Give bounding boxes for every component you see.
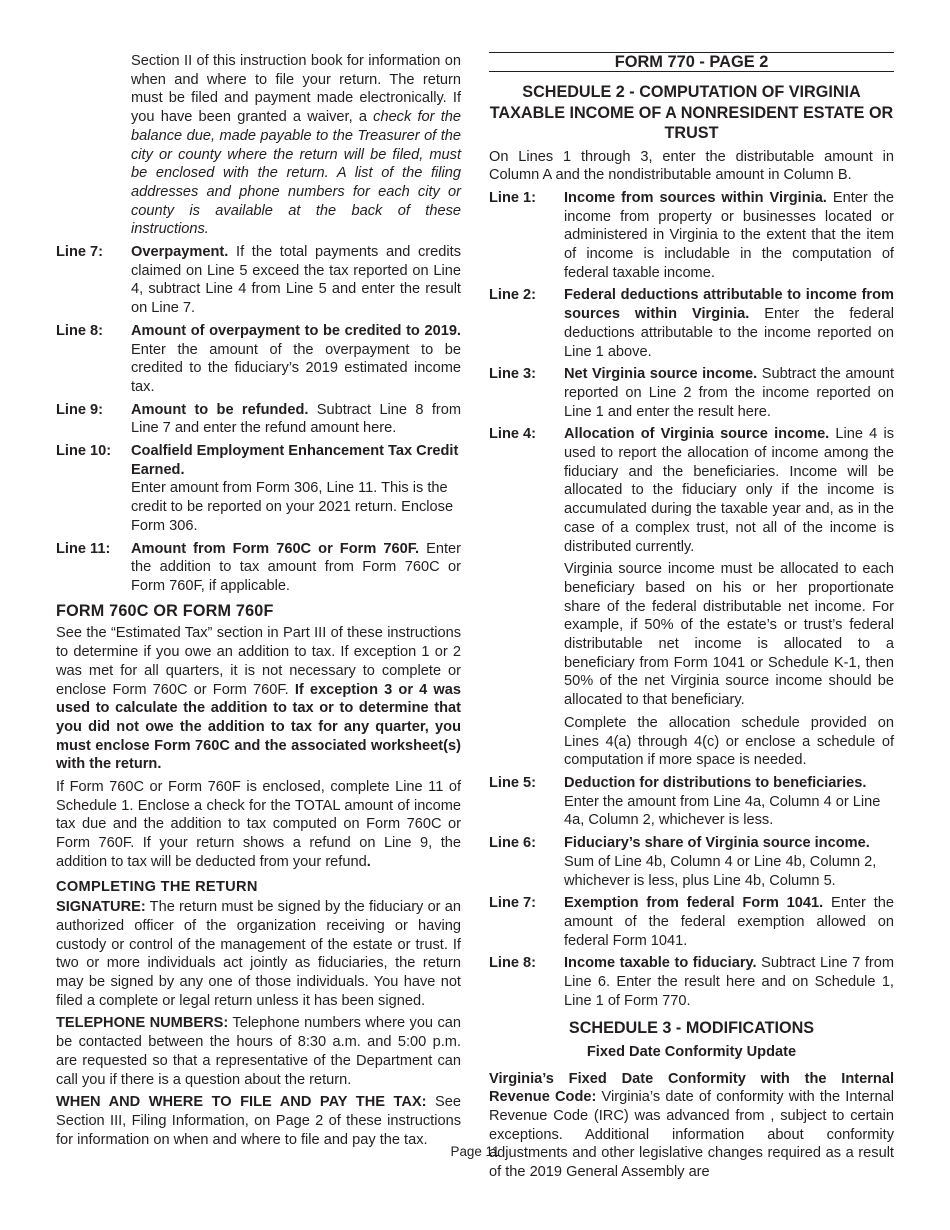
schedule-2-line-1: Line 1: Income from sources within Virginia. Enter the income from property or businesses located or administered in Virginia to the extent that the item of income is includable in the computation of federal taxable income. <box>489 189 894 281</box>
intro-paragraph: Section II of this instruction book for information on when and where to file your return. The return must be filed and payment made electronically. If you have been granted a waiver, a check for the balance due, made payable to the Treasurer of the city or county where the return will be filed, must be enclosed with the return. A list of the filing addresses and phone numbers for each city or county is available at the back of these instructions. <box>131 53 461 238</box>
line-10-item: Line 10: Coalfield Employment Enhancement Tax Credit Earned. Enter amount from Form 306, Line 11. This is the credit to be reported on your 2021 return. Enclose Form 306. <box>56 443 459 534</box>
schedule-2-line-4: Line 4: Allocation of Virginia source income. Line 4 is used to report the allocation of income among the fiduciary and the beneficiaries. Income will be allocated to the fiduciary only if the income is accumulated during the taxable year and, as in the case of a complex trust, not all of the income is distributed currently. Virginia source income must be allocated to each beneficiary based on his or her proportionate share of the federal distributable net income. For example, if 50% of the estate’s or trust’s federal distributable net income is allocated to a beneficiary from Form 1041 or Schedule K-1, then 50% of the net Virginia source income should be allocated to that beneficiary. Complete the allocation schedule provided on Lines 4(a) through 4(c) or enclose a schedule of computation if more space is needed. <box>489 426 894 769</box>
schedule-2-title: SCHEDULE 2 - COMPUTATION OF VIRGINIA TAXABLE INCOME OF A NONRESIDENT ESTATE OR TRUST <box>489 83 894 142</box>
schedule-3-title: SCHEDULE 3 - MODIFICATIONS <box>568 1019 815 1038</box>
signature-paragraph: SIGNATURE: The return must be signed by the fiduciary or an authorized officer of the organization receiving or having custody or control of the management of the estate or trust. If two or more individuals act jointly as fiduciaries, the return may be signed by any one of those individuals. You have not filed a complete or legal return unless it has been signed. <box>56 899 461 1009</box>
left-column <box>56 52 461 1153</box>
schedule-2-line-7: Line 7: Exemption from federal Form 1041. Enter the amount of the federal exemption allowed on federal Form 1041. <box>489 895 894 949</box>
line-label: Line 7: <box>489 895 537 912</box>
line-label: Line 6: <box>489 835 537 852</box>
telephone-paragraph: TELEPHONE NUMBERS: Telephone numbers where you can be contacted between the hours of 8:30 a.m. and 5:00 p.m. are requested so that a representative of the Department can call you if there is a question about the return. <box>56 1015 461 1088</box>
form-770-page-2-title: FORM 770 - PAGE 2 <box>489 52 894 72</box>
line-9-item: Line 9: Amount to be refunded. Subtract Line 8 from Line 7 and enter the refund amount here. <box>56 401 462 437</box>
line-label: Line 8: <box>489 955 537 972</box>
line-8-item: Line 8: Amount of overpayment to be credited to 2019. Enter the amount of the overpayment to be credited to the fiduciary’s 2019 estimated income tax. <box>56 322 461 395</box>
line-label: Line 4: <box>489 426 537 443</box>
conformity-paragraph: Virginia’s Fixed Date Conformity with the Internal Revenue Code: Virginia’s date of conformity with the Internal Revenue Code (IRC) was advanced from , subject to certain exceptions. Additional information about conformity adjustments and other legislative changes required as a result of the 2019 General Assembly are <box>489 1070 894 1181</box>
schedule-2-line-5: Line 5: Deduction for distributions to beneficiaries. Enter the amount from Line 4a, Column 4 or Line 4a, Column 2, whichever is less. <box>489 775 881 829</box>
line-4-paragraph-3: Complete the allocation schedule provided on Lines 4(a) through 4(c) or enclose a schedule of computation if more space is needed. <box>564 714 894 769</box>
right-column <box>489 52 894 1182</box>
when-where-paragraph: WHEN AND WHERE TO FILE AND PAY THE TAX: See Section III, Filing Information, on Page 2 of these instructions for information on when and where to file and pay the tax. <box>56 1094 461 1148</box>
form-760-heading: FORM 760C OR FORM 760F <box>56 601 274 620</box>
line-label: Line 2: <box>489 287 537 304</box>
form-760-paragraph-2: If Form 760C or Form 760F is enclosed, complete Line 11 of Schedule 1. Enclose a check for the TOTAL amount of income tax due and the addition to tax computed on Form 760C or Form 760F. If your return shows a refund on Line 9, the addition to tax will be deducted from your refund. <box>56 779 461 870</box>
line-label: Line 9: <box>56 401 104 418</box>
schedule-2-intro: On Lines 1 through 3, enter the distributable amount in Column A and the nondistributable amount in Column B. <box>489 148 894 184</box>
line-label: Line 7: <box>56 244 104 261</box>
schedule-2-line-2: Line 2: Federal deductions attributable to income from sources within Virginia. Enter the federal deductions attributable to the income reported on Line 1 above. <box>489 287 894 360</box>
schedule-2-line-8: Line 8: Income taxable to fiduciary. Subtract Line 7 from Line 6. Enter the result here and on Schedule 1, Line 1 of Form 770. <box>489 955 895 1009</box>
completing-return-heading: COMPLETING THE RETURN <box>56 878 258 895</box>
fixed-date-conformity-heading: Fixed Date Conformity Update <box>586 1043 797 1060</box>
line-label: Line 5: <box>489 775 537 791</box>
line-11-item: Line 11: Amount from Form 760C or Form 760F. Enter the addition to tax amount from Form 760C or Form 760F, if applicable. <box>56 540 462 594</box>
line-label: Line 1: <box>489 189 537 206</box>
line-4-paragraph-2: Virginia source income must be allocated to each beneficiary based on his or her proportionate share of the federal distributable net income. For example, if 50% of the estate’s or trust’s federal distributable net income is allocated to a beneficiary from Form 1041 or Schedule K-1, then 50% of the net Virginia source income should be allocated to that beneficiary. <box>564 561 894 709</box>
line-label: Line 3: <box>489 366 537 383</box>
line-label: Line 8: <box>56 322 104 339</box>
line-label: Line 10: <box>56 443 112 460</box>
page-number: Page 11 <box>450 1144 500 1159</box>
schedule-2-line-6: Line 6: Fiduciary’s share of Virginia source income. Sum of Line 4b, Column 4 or Line 4b, Column 2, whichever is less, plus Line 4b, Column 5. <box>489 835 877 889</box>
schedule-2-line-3: Line 3: Net Virginia source income. Subtract the amount reported on Line 2 from the income reported on Line 1 and enter the result here. <box>489 366 894 420</box>
form-760-paragraph-1: See the “Estimated Tax” section in Part III of these instructions to determine if you owe an addition to tax. If exception 1 or 2 was met for all quarters, it is not necessary to complete or enclose Form 760C or Form 760F. If exception 3 or 4 was used to calculate the addition to tax or to determine that you did not owe the addition to tax for any quarter, you must enclose Form 760C and the associated worksheet(s) with the return. <box>56 625 461 773</box>
line-label: Line 11: <box>56 540 111 557</box>
line-7-item: Line 7: Overpayment. If the total payments and credits claimed on Line 5 exceed the tax reported on Line 4, subtract Line 4 from Line 5 and enter the result on Line 7. <box>56 244 461 317</box>
